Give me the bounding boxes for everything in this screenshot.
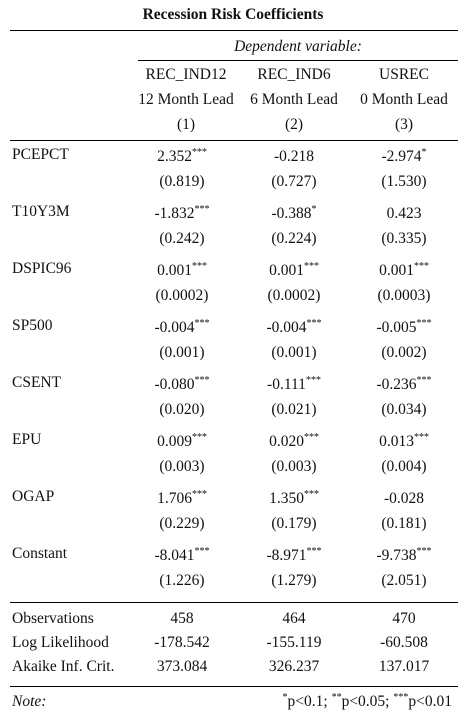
coefficient-cell [128, 262, 236, 280]
coefficient-cell [128, 376, 236, 394]
coefficient-value: -8.971 [266, 547, 307, 564]
column-lead: 12 Month Lead [138, 91, 234, 108]
coefficient-value: -0.080 [154, 376, 195, 393]
significance-stars: *** [194, 204, 210, 215]
coefficient-value: 0.001 [269, 262, 304, 279]
coefficient-value: 0.020 [269, 433, 304, 450]
coefficient-value: 0.001 [157, 262, 192, 279]
coefficient-cell [350, 376, 458, 394]
standard-error: (1.226) [159, 572, 205, 589]
standard-error: (0.335) [381, 230, 427, 247]
coefficient-cell [240, 547, 348, 565]
stat-value: -178.542 [154, 634, 210, 651]
standard-error: (0.0002) [267, 287, 321, 304]
sig-stars: * [282, 692, 288, 703]
significance-stars: *** [194, 546, 210, 557]
standard-error: (0.179) [271, 515, 317, 532]
stat-value: -155.119 [266, 634, 322, 651]
sig-stars: ** [331, 692, 342, 703]
row-label: SP500 [12, 317, 53, 334]
column-name: REC_IND12 [145, 66, 227, 83]
coefficient-cell [350, 547, 458, 565]
standard-error: (0.003) [271, 458, 317, 475]
standard-error: (0.229) [159, 515, 205, 532]
significance-stars: * [311, 204, 317, 215]
coefficient-value: -0.111 [267, 376, 306, 393]
coefficient-value: -0.005 [376, 319, 417, 336]
table-title: Recession Risk Coefficients [142, 6, 324, 23]
stats-rule [10, 602, 458, 603]
coefficient-value: -0.388 [271, 205, 312, 222]
column-lead: 6 Month Lead [250, 91, 338, 108]
standard-error: (2.051) [381, 572, 427, 589]
coefficient-cell [240, 433, 348, 451]
standard-error: (0.224) [271, 230, 317, 247]
standard-error: (0.004) [381, 458, 427, 475]
column-number: (1) [176, 116, 196, 133]
coefficient-value: -0.028 [383, 490, 425, 507]
coefficient-cell [240, 376, 348, 394]
dependent-variable-rule [138, 60, 458, 61]
significance-stars: *** [413, 261, 429, 272]
significance-stars: *** [303, 432, 319, 443]
coefficient-cell [350, 433, 458, 451]
standard-error: (0.003) [159, 458, 205, 475]
row-label: OGAP [12, 488, 55, 505]
row-label: DSPIC96 [12, 260, 72, 277]
significance-stars: * [421, 147, 427, 158]
coefficient-cell [240, 319, 348, 337]
stat-value: -60.508 [380, 634, 428, 651]
coefficient-value: 0.001 [379, 262, 414, 279]
sig-text: p<0.05; [341, 693, 390, 710]
stat-label: Akaike Inf. Crit. [12, 658, 115, 675]
column-lead: 0 Month Lead [360, 91, 448, 108]
coefficient-value: -1.832 [154, 205, 195, 222]
coefficient-cell [350, 262, 458, 280]
coefficient-value: -0.218 [273, 148, 315, 165]
coefficient-value: 1.350 [269, 490, 304, 507]
sig-text: p<0.1; [287, 693, 328, 710]
coefficient-cell [240, 262, 348, 280]
standard-error: (0.0003) [377, 287, 431, 304]
significance-stars: *** [416, 318, 432, 329]
row-label: PCEPCT [12, 146, 69, 163]
coefficient-value: 0.423 [386, 205, 422, 222]
coefficient-value: -0.004 [266, 319, 307, 336]
stat-value: 373.084 [156, 658, 208, 675]
coefficient-value: 1.706 [157, 490, 192, 507]
dependent-variable-label: Dependent variable: [234, 38, 362, 55]
row-label: T10Y3M [12, 203, 70, 220]
header-rule [10, 140, 458, 141]
significance-stars: *** [416, 375, 432, 386]
coefficient-cell [128, 319, 236, 337]
significance-stars: *** [191, 432, 207, 443]
top-rule [10, 30, 458, 31]
column-number: (3) [394, 116, 414, 133]
standard-error: (0.181) [381, 515, 427, 532]
coefficient-value: -9.738 [376, 547, 417, 564]
stat-label: Observations [12, 610, 94, 627]
column-name: REC_IND6 [257, 66, 331, 83]
significance-stars: *** [194, 318, 210, 329]
note-label: Note: [12, 693, 47, 710]
coefficient-cell [240, 490, 348, 508]
coefficient-value: 2.352 [157, 148, 192, 165]
significance-stars: *** [303, 261, 319, 272]
coefficient-cell [128, 205, 236, 223]
standard-error: (0.0002) [155, 287, 209, 304]
coefficient-value: -0.004 [154, 319, 195, 336]
significance-stars: *** [303, 489, 319, 500]
significance-stars: *** [191, 147, 207, 158]
row-label: EPU [12, 431, 42, 448]
standard-error: (1.530) [381, 173, 427, 190]
significance-stars: *** [306, 318, 322, 329]
standard-error: (0.727) [271, 173, 317, 190]
stat-value: 458 [170, 610, 194, 627]
coefficient-value: -0.236 [376, 376, 417, 393]
coefficient-cell [128, 148, 236, 166]
stat-label: Log Likelihood [12, 634, 109, 651]
standard-error: (0.002) [381, 344, 427, 361]
sig-stars: *** [393, 692, 409, 703]
standard-error: (0.020) [159, 401, 205, 418]
sig-text: p<0.01 [408, 693, 452, 710]
row-label: Constant [12, 545, 68, 562]
stat-value: 137.017 [378, 658, 430, 675]
significance-stars: *** [191, 489, 207, 500]
significance-stars: *** [191, 261, 207, 272]
coefficient-cell [128, 433, 236, 451]
significance-stars: *** [306, 546, 322, 557]
coefficient-cell [350, 319, 458, 337]
significance-stars: *** [305, 375, 321, 386]
standard-error: (0.001) [271, 344, 317, 361]
standard-error: (0.034) [381, 401, 427, 418]
coefficient-value: -8.041 [154, 547, 195, 564]
bottom-rule [10, 686, 458, 687]
stat-value: 464 [282, 610, 306, 627]
coefficient-value: 0.013 [379, 433, 414, 450]
significance-legend [283, 693, 453, 711]
significance-stars: *** [413, 432, 429, 443]
significance-stars: *** [416, 546, 432, 557]
coefficient-cell [240, 205, 348, 223]
coefficient-cell [350, 148, 458, 166]
coefficient-cell [350, 490, 458, 508]
coefficient-value: 0.009 [157, 433, 192, 450]
coefficient-cell [128, 547, 236, 565]
significance-stars: *** [194, 375, 210, 386]
coefficient-cell [240, 148, 348, 166]
coefficient-cell [350, 205, 458, 223]
coefficient-value: -2.974 [381, 148, 422, 165]
column-name: USREC [379, 66, 429, 83]
standard-error: (0.242) [159, 230, 205, 247]
standard-error: (1.279) [271, 572, 317, 589]
standard-error: (0.021) [271, 401, 317, 418]
row-label: CSENT [12, 374, 62, 391]
coefficient-cell [128, 490, 236, 508]
column-number: (2) [284, 116, 304, 133]
standard-error: (0.001) [159, 344, 205, 361]
stat-value: 470 [392, 610, 416, 627]
stat-value: 326.237 [268, 658, 320, 675]
standard-error: (0.819) [159, 173, 205, 190]
